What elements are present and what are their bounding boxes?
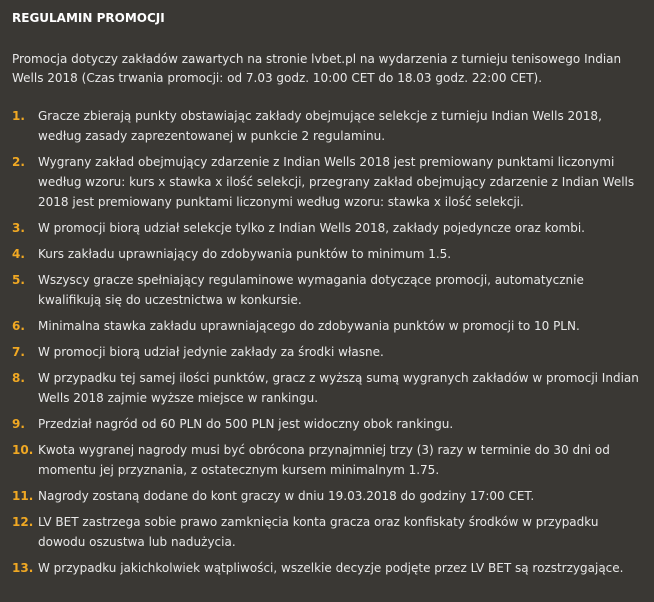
rule-text: Wygrany zakład obejmujący zdarzenie z Indian Wells 2018 jest premiowany punktami liczonymi według wzoru: kurs x stawka x ilość selekcji, przegrany zakład obejmujący zdarzenie z Indian Wells 2018 jest premiowany punktami liczonymi według wzoru: stawka x ilość selekcji. (38, 155, 635, 209)
rule-item (12, 512, 642, 552)
rule-text: LV BET zastrzega sobie prawo zamknięcia konta gracza oraz konfiskaty środków w przypadku dowodu oszustwa lub nadużycia. (38, 515, 599, 549)
rules-list (12, 106, 642, 578)
intro-text: Promocja dotyczy zakładów zawartych na stronie lvbet.pl na wydarzenia z turnieju tenisowego Indian Wells 2018 (Czas trwania promocji: od 7.03 godz. 10:00 CET do 18.03 godz. 22:00 CET). (12, 52, 622, 85)
page-title: REGULAMIN PROMOCJI (12, 11, 165, 25)
rule-number: 12. (12, 515, 34, 529)
rule-number: 9. (12, 417, 25, 431)
rule-number: 7. (12, 345, 25, 359)
rule-number: 11. (12, 489, 34, 503)
rule-number: 3. (12, 221, 25, 235)
rule-number: 2. (12, 155, 25, 169)
rule-text: W przypadku jakichkolwiek wątpliwości, wszelkie decyzje podjęte przez LV BET są rozstrzygające. (38, 561, 624, 575)
rule-item (12, 218, 642, 238)
rule-text: W promocji biorą udział jedynie zakłady za środki własne. (38, 345, 384, 359)
rule-text: Kwota wygranej nagrody musi być obrócona przynajmniej trzy (3) razy w terminie do 30 dni od momentu jej przyznania, z ostatecznym kursem minimalnym 1.75. (38, 443, 610, 477)
rule-item (12, 368, 642, 408)
rule-number: 4. (12, 247, 25, 261)
rule-item (12, 270, 642, 310)
rule-text: Kurs zakładu uprawniający do zdobywania punktów to minimum 1.5. (38, 247, 452, 261)
rule-item (12, 316, 642, 336)
rule-text: Gracze zbierają punkty obstawiając zakłady obejmujące selekcje z turnieju Indian Wells 2018, według zasady zaprezentowanej w punkcie 2 regulaminu. (38, 109, 602, 143)
rule-text: Wszyscy gracze spełniający regulaminowe wymagania dotyczące promocji, automatycznie kwalifikują się do uczestnictwa w konkursie. (38, 273, 584, 307)
rule-text: W promocji biorą udział selekcje tylko z Indian Wells 2018, zakłady pojedyncze oraz kombi. (38, 221, 585, 235)
rule-text: Minimalna stawka zakładu uprawniającego do zdobywania punktów w promocji to 10 PLN. (38, 319, 580, 333)
rule-item (12, 414, 642, 434)
rule-item (12, 106, 642, 146)
rule-text: W przypadku tej samej ilości punktów, gracz z wyższą sumą wygranych zakładów w promocji Indian Wells 2018 zajmie wyższe miejsce w rankingu. (38, 371, 639, 405)
rule-item (12, 342, 642, 362)
rule-number: 1. (12, 109, 25, 123)
rule-number: 10. (12, 443, 34, 457)
rule-number: 6. (12, 319, 25, 333)
rule-item (12, 152, 642, 212)
rule-text: Nagrody zostaną dodane do kont graczy w dniu 19.03.2018 do godziny 17:00 CET. (38, 489, 535, 503)
rule-number: 8. (12, 371, 25, 385)
rule-number: 13. (12, 561, 34, 575)
rule-item (12, 486, 642, 506)
rule-number: 5. (12, 273, 25, 287)
rule-item (12, 244, 642, 264)
rule-text: Przedział nagród od 60 PLN do 500 PLN jest widoczny obok rankingu. (38, 417, 454, 431)
rule-item (12, 558, 642, 578)
rule-item (12, 440, 642, 480)
